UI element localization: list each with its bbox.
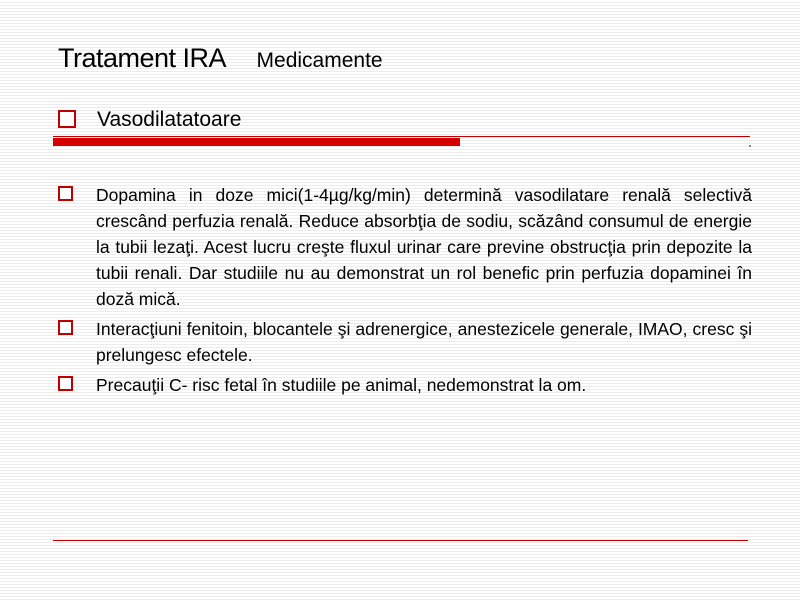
bullet-text: Precauţii C- risc fetal în studiile pe animal, nedemonstrat la om. xyxy=(96,375,587,395)
divider-line-top xyxy=(53,136,750,137)
section-heading-text: Vasodilatatoare xyxy=(97,108,242,131)
list-item xyxy=(58,182,752,312)
list-item xyxy=(58,372,752,398)
list-item xyxy=(58,316,752,368)
square-bullet-icon xyxy=(58,110,76,128)
decorative-dot xyxy=(749,145,751,147)
title-main: Tratament IRA xyxy=(58,43,227,73)
divider-line-bottom xyxy=(53,540,748,541)
bullet-text: Dopamina in doze mici(1-4µg/kg/min) determină vasodilatare renală selectivă crescând perfuzia renală. Reduce absorbţia de sodiu, scăzând consumul de energie la tubii lezaţi. Acest lucru creşte fluxul urinar care previne obstrucţia prin depozite la tubii renali. Dar studiile nu au demonstrat un rol benefic prin perfuzia dopaminei în doză mică. xyxy=(96,185,752,309)
title-subtitle: Medicamente xyxy=(256,49,383,72)
square-bullet-icon xyxy=(58,376,73,391)
bullet-list xyxy=(58,182,752,402)
bullet-text: Interacţiuni fenitoin, blocantele şi adrenergice, anestezicele generale, IMAO, cresc şi prelungesc efectele. xyxy=(96,319,752,365)
slide-title xyxy=(58,43,383,74)
square-bullet-icon xyxy=(58,320,73,335)
accent-bar xyxy=(53,138,460,146)
square-bullet-icon xyxy=(58,186,73,201)
